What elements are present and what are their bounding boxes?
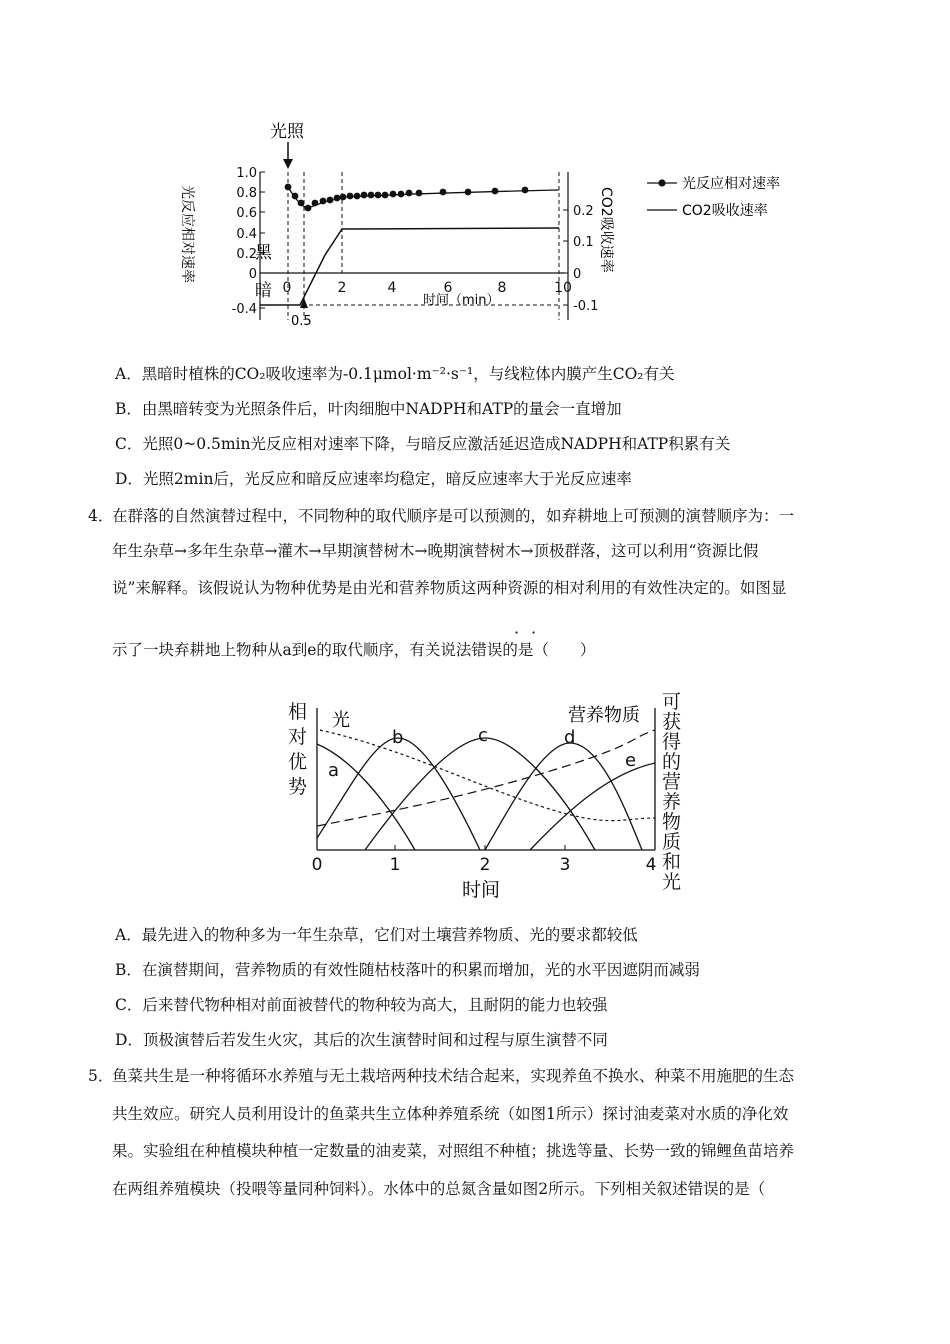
left-label-char: 优	[288, 751, 308, 773]
right-label-char: 营	[662, 771, 682, 793]
photosynthesis-rate-figure	[175, 115, 795, 335]
y-left-tick: 0.2	[236, 247, 257, 262]
q3-option-c: C．光照0~0.5min光反应相对速率下降，与暗反应激活延迟造成NADPH和ATP积累有关	[115, 435, 731, 453]
light-on-label: 光照	[270, 122, 304, 142]
x-tick: 3	[559, 855, 571, 875]
emphasis-dot: ·	[531, 623, 537, 642]
q4-option-a: A．最先进入的物种多为一年生杂草，它们对土壤营养物质、光的要求都较低	[115, 926, 638, 944]
y-right-tick: 0	[573, 267, 582, 282]
q5-line-4: 在两组养殖模块（投喂等量同种饲料）。水体中的总氮含量如图2所示。下列相关叙述错误的是（	[112, 1180, 766, 1198]
x-tick: 4	[645, 855, 657, 875]
emphasis-dot: ·	[514, 623, 520, 642]
q4-option-c: C．后来替代物种相对前面被替代的物种较为高大，且耐阴的能力也较强	[115, 996, 608, 1014]
species-label: a	[328, 760, 340, 781]
dark-label-2: 暗	[255, 281, 272, 301]
right-label-char: 可	[662, 691, 682, 713]
q3-option-a: A．黑暗时植株的CO₂吸收速率为-0.1μmol·m⁻²·s⁻¹，与线粒体内膜产生CO₂有关	[115, 365, 675, 383]
y-right-tick: 0.1	[573, 235, 594, 250]
species-label: b	[392, 727, 404, 748]
y-left-tick: 0.6	[236, 206, 257, 221]
x-tick: 0	[282, 280, 292, 296]
x-tick: 1	[389, 855, 401, 875]
y-left-tick: 0.4	[236, 227, 257, 242]
right-axis-label: CO2吸收速率	[598, 187, 614, 273]
x-tick: 8	[497, 280, 507, 296]
q4-line-2: 年生杂草→多年生杂草→灌木→早期演替树木→晚期演替树木→顶极群落，这可以利用“资源比假	[112, 542, 759, 560]
q5-line-1: 鱼菜共生是一种将循环水养殖与无土栽培两种技术结合起来，实现养鱼不换水、种菜不用施肥的生态	[112, 1067, 795, 1085]
half-minute-tick: 0.5	[291, 314, 312, 329]
succession-figure	[280, 688, 700, 903]
species-label: e	[625, 750, 637, 771]
nutrient-label: 营养物质	[568, 705, 640, 726]
species-label: c	[478, 725, 488, 746]
left-label-char: 势	[288, 776, 308, 798]
q4-line-3: 说”来解释。该假说认为物种优势是由光和营养物质这两种资源的相对利用的有效性决定的。如图显	[112, 579, 787, 597]
x-tick: 2	[337, 280, 347, 296]
q4-line-4: 示了一块弃耕地上物种从a到e的取代顺序，有关说法错误的是（ ）	[112, 641, 596, 659]
species-label: d	[564, 727, 576, 748]
x-axis-label: 时间（min）	[423, 293, 500, 308]
y-left-tick: -0.4	[231, 302, 257, 317]
right-label-char: 得	[662, 731, 682, 753]
q4-number: 4．	[88, 507, 114, 525]
legend-light-reaction: 光反应相对速率	[682, 176, 780, 192]
y-left-tick: 1.0	[236, 166, 257, 181]
q4-line-1: 在群落的自然演替过程中，不同物种的取代顺序是可以预测的，如弃耕地上可预测的演替顺序为：一	[112, 507, 795, 525]
right-label-char: 养	[662, 791, 682, 813]
light-label: 光	[332, 710, 350, 731]
right-label-char: 获	[662, 711, 682, 733]
q3-option-b: B．由黑暗转变为光照条件后，叶肉细胞中NADPH和ATP的量会一直增加	[115, 400, 622, 418]
q4-option-d: D．顶极演替后若发生火灾，其后的次生演替时间和过程与原生演替不同	[115, 1031, 608, 1049]
y-left-tick: 0.8	[236, 186, 257, 201]
dark-label-1: 黑	[255, 243, 272, 263]
x-tick: 10	[554, 280, 572, 296]
q5-line-3: 果。实验组在种植模块种植一定数量的油麦菜，对照组不种植；挑选等量、长势一致的锦鲤鱼苗培养	[112, 1142, 795, 1160]
right-label-char: 和	[662, 851, 682, 873]
q5-number: 5．	[88, 1067, 114, 1085]
y-right-tick: -0.1	[573, 299, 599, 314]
x-tick: 2	[479, 855, 491, 875]
left-label-char: 对	[288, 726, 308, 748]
q4-option-b: B．在演替期间，营养物质的有效性随枯枝落叶的积累而增加，光的水平因遮阴而减弱	[115, 961, 700, 979]
right-label-char: 光	[662, 871, 682, 893]
legend-co2-absorption: CO2吸收速率	[682, 203, 768, 219]
y-left-tick: 0	[248, 267, 257, 282]
right-label-char: 质	[662, 831, 682, 853]
q5-line-2: 共生效应。研究人员利用设计的鱼菜共生立体种养殖系统（如图1所示）探讨油麦菜对水质的净化效	[112, 1105, 789, 1123]
x-tick: 6	[443, 280, 453, 296]
right-label-char: 物	[662, 811, 682, 833]
x-tick: 0	[311, 855, 323, 875]
left-label-char: 相	[288, 701, 308, 723]
q3-option-d: D．光照2min后，光反应和暗反应速率均稳定，暗反应速率大于光反应速率	[115, 470, 632, 488]
x-tick: 4	[387, 280, 397, 296]
right-label-char: 的	[662, 751, 682, 773]
left-axis-label: 光反应相对速率	[179, 185, 195, 283]
y-right-tick: 0.2	[573, 204, 594, 219]
x-axis-label: 时间	[462, 879, 501, 901]
